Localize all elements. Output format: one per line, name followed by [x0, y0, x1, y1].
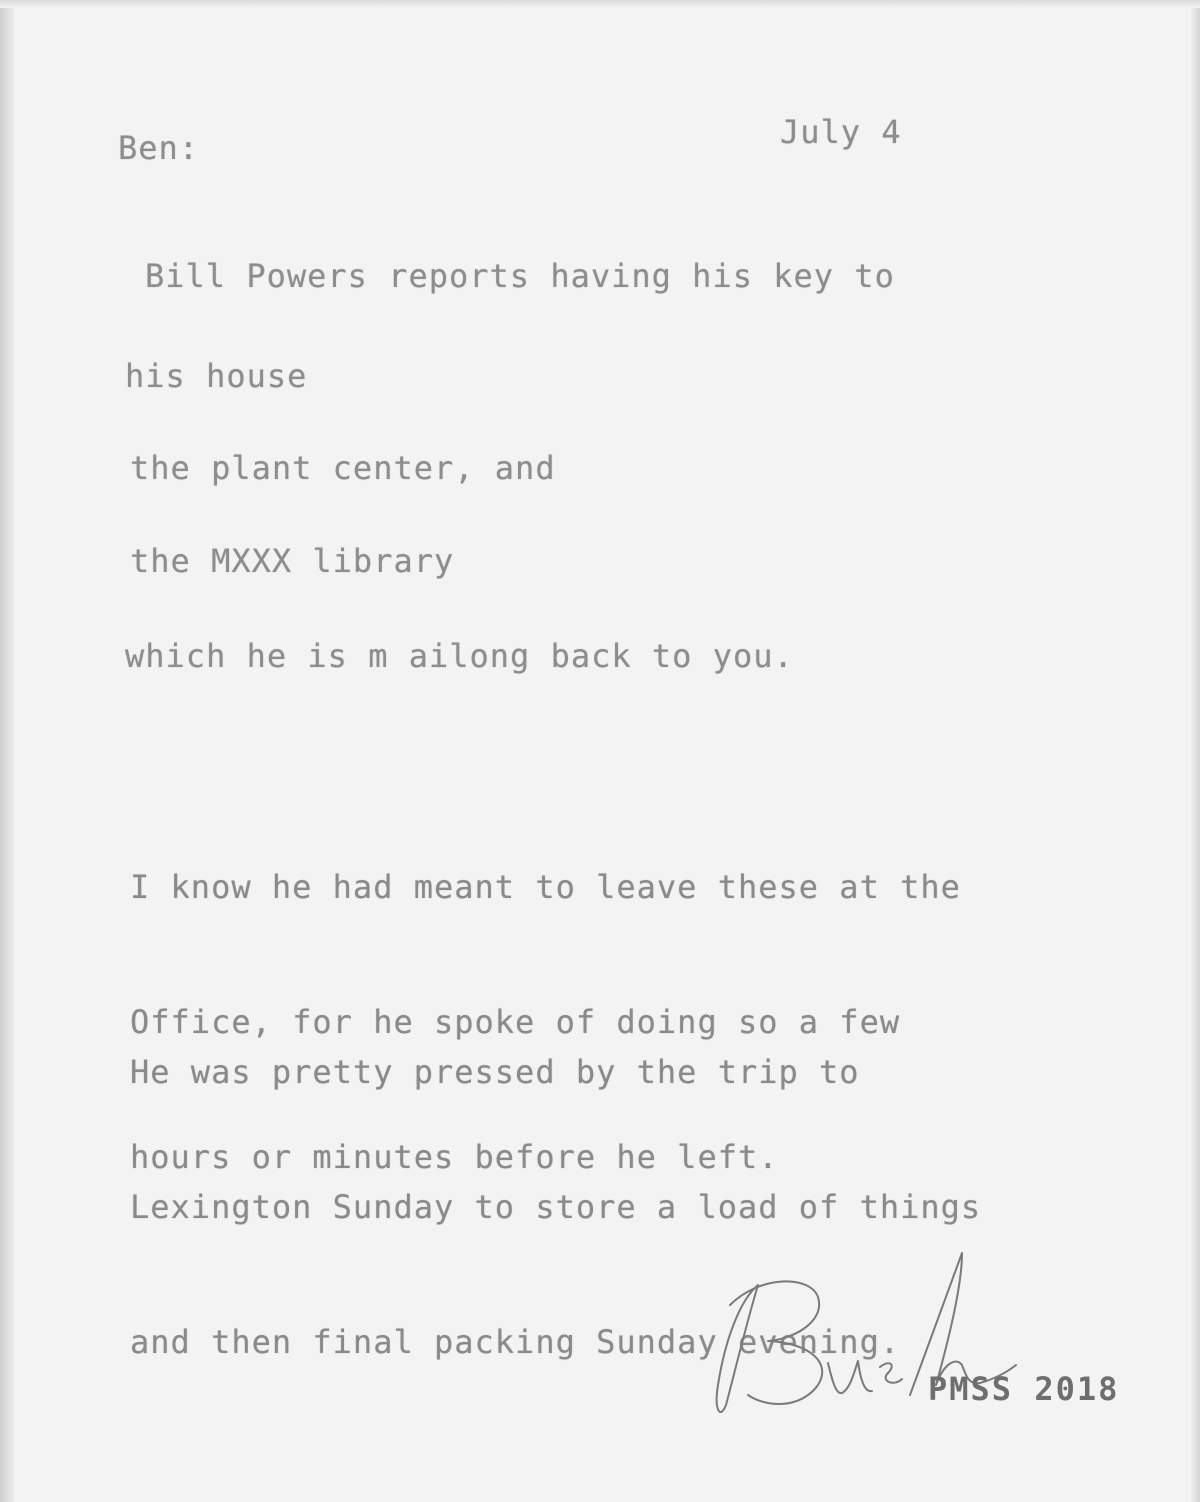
- paragraph-line: and then final packing Sunday evening.: [130, 1323, 901, 1361]
- paper-edge-right: [1190, 0, 1200, 1502]
- paragraph-line: Lexington Sunday to store a load of things: [130, 1188, 982, 1226]
- paper-edge-top: [0, 0, 1200, 8]
- body-line: the MXXX library: [130, 542, 455, 580]
- body-line: which he is m ailong back to you.: [125, 637, 794, 675]
- salutation: Ben:: [118, 129, 200, 167]
- body-line: Bill Powers reports having his key to: [145, 257, 895, 295]
- letter-date: July 4: [780, 113, 902, 151]
- body-line: the plant center, and: [130, 449, 556, 487]
- paragraph-line: He was pretty pressed by the trip to: [130, 1053, 860, 1091]
- paragraph-line: Office, for he spoke of doing so a few: [130, 1003, 901, 1041]
- paper-edge-left: [0, 0, 14, 1502]
- watermark: PMSS 2018: [928, 1370, 1120, 1408]
- paragraph-line: hours or minutes before he left.: [130, 1138, 779, 1176]
- paragraph-line: I know he had meant to leave these at the: [130, 868, 961, 906]
- body-line: his house: [125, 357, 308, 395]
